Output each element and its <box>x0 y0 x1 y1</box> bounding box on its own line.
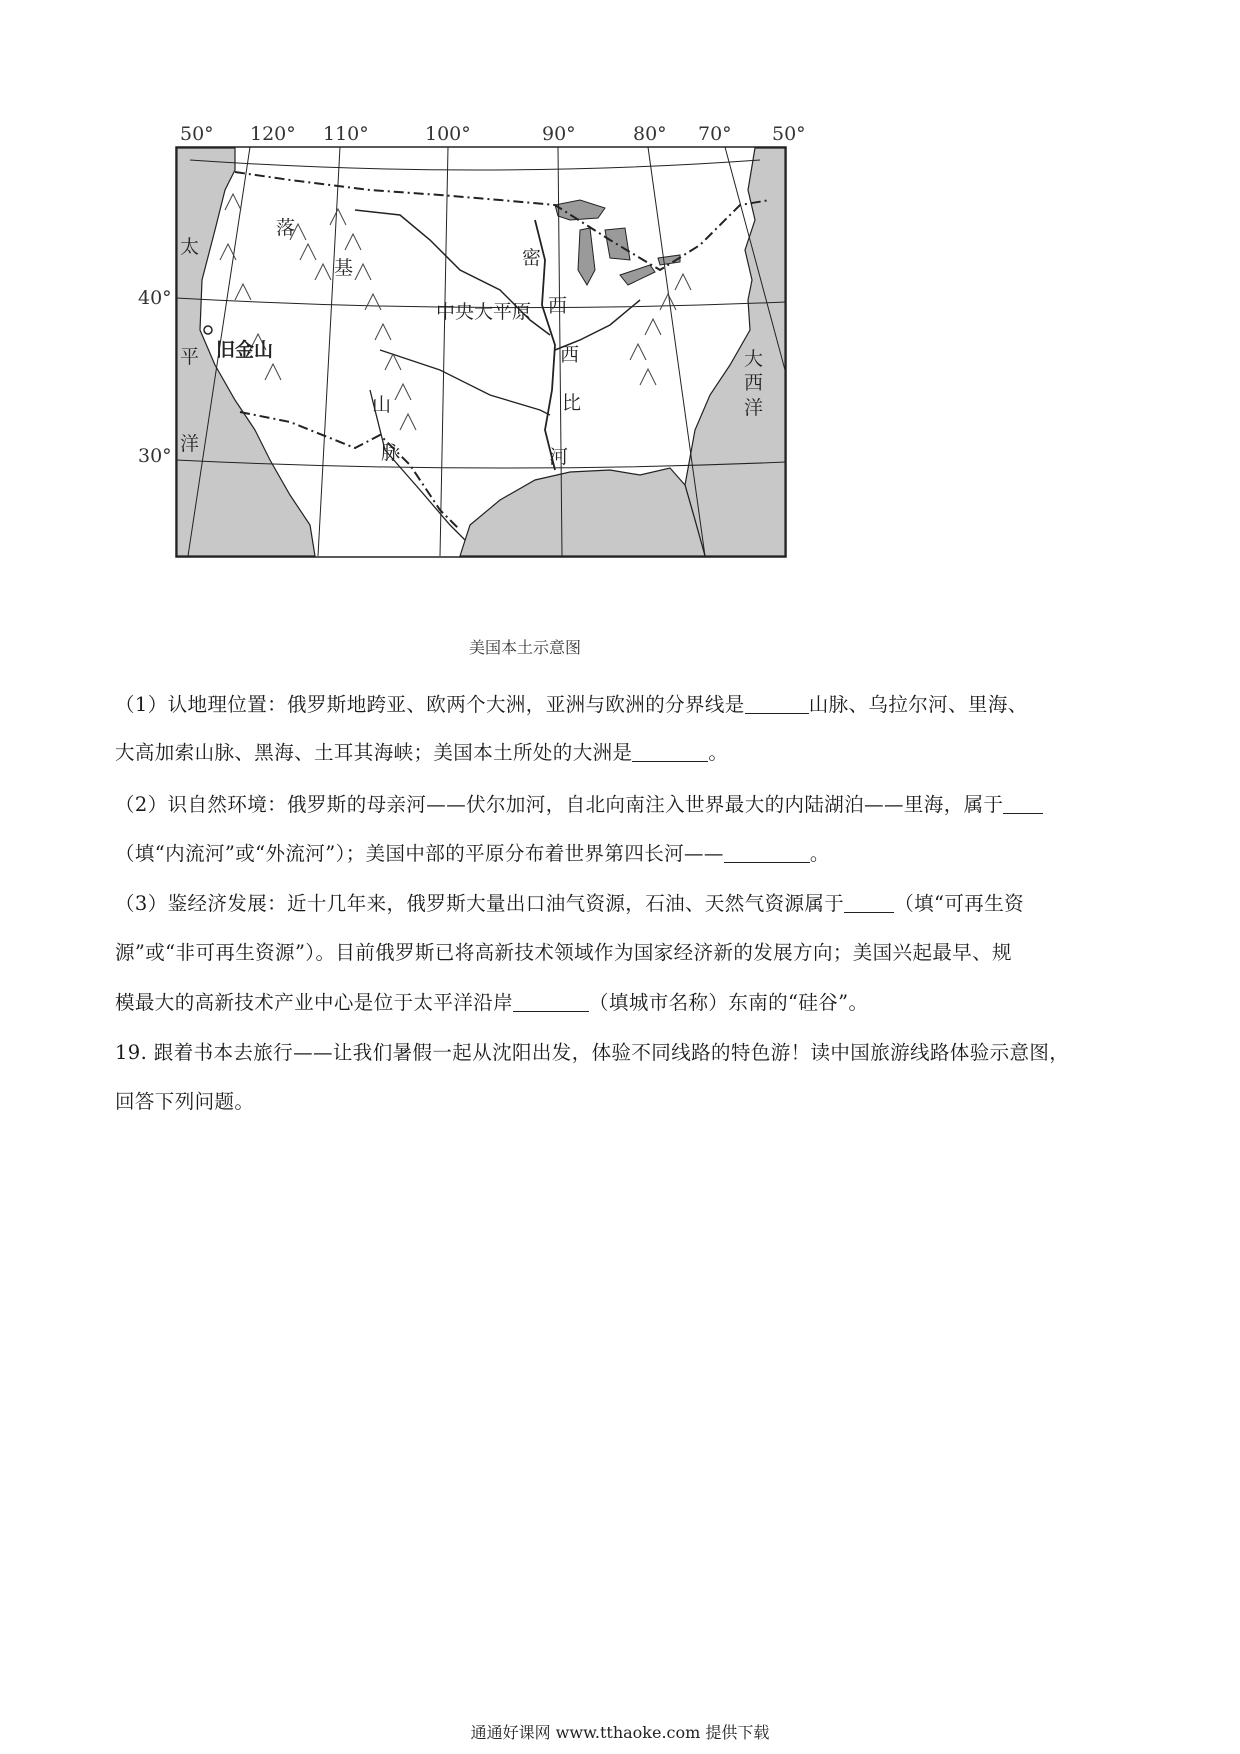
label-mississippi-mi: 密 <box>522 247 542 269</box>
label-central-plain: 中央大平原 <box>436 301 532 323</box>
label-mississippi-bi: 比 <box>562 392 582 414</box>
q2-text-b: （填“内流河”或“外流河”）；美国中部的平原分布着世界第四长河—— <box>115 842 724 865</box>
label-san-francisco: 旧金山 <box>216 339 274 361</box>
lon-label-50-east: 50° <box>772 123 806 145</box>
san-francisco-marker <box>204 326 212 334</box>
q1-line1 <box>115 680 1130 730</box>
label-pacific-ping: 平 <box>180 346 200 368</box>
lon-label-70: 70° <box>698 123 732 145</box>
q2-blank-1[interactable] <box>1003 791 1043 814</box>
q1-text-b: 山脉、乌拉尔河、里海、 <box>808 693 1028 716</box>
lat-label-40: 40° <box>138 287 172 309</box>
label-rocky-luo: 落 <box>276 217 296 239</box>
q1-text-a: （1）认地理位置：俄罗斯地跨亚、欧两个大洲，亚洲与欧洲的分界线是 <box>115 693 745 716</box>
q3-line2: 源”或“非可再生资源”）。目前俄罗斯已将高新技术领域作为国家经济新的发展方向；美国兴起最早、规 <box>115 941 1012 964</box>
lon-label-110: 110° <box>323 123 369 145</box>
label-mississippi-he: 河 <box>549 446 569 468</box>
label-mississippi-xi2: 西 <box>560 344 580 366</box>
lon-label-50-west: 50° <box>180 123 214 145</box>
q3-blank-1[interactable] <box>844 890 894 913</box>
q19-line1: 19. 跟着书本去旅行——让我们暑假一起从沈阳出发，体验不同线路的特色游！读中国旅游线路体验示意图， <box>115 1041 1070 1064</box>
us-map-figure <box>138 123 910 657</box>
q2-text-a: （2）识自然环境：俄罗斯的母亲河——伏尔加河，自北向南注入世界最大的内陆湖泊——里海，属于 <box>115 793 1004 816</box>
q3-blank-2[interactable] <box>513 989 589 1012</box>
label-atlantic-yang: 洋 <box>744 397 764 419</box>
q3-line1 <box>115 879 1130 929</box>
q3-text-c: 模最大的高新技术产业中心是位于太平洋沿岸 <box>115 991 514 1014</box>
q3-text-b: （填“可再生资 <box>894 892 1024 915</box>
q2-text-c: 。 <box>809 842 830 865</box>
page-footer: 通通好课网 www.tthaoke.com 提供下载 <box>470 1723 770 1742</box>
lon-label-90: 90° <box>542 123 576 145</box>
lon-label-100: 100° <box>425 123 471 145</box>
label-atlantic-da: 大 <box>744 348 764 370</box>
label-pacific-yang: 洋 <box>180 433 200 455</box>
label-rocky-mai: 脉 <box>381 442 401 464</box>
q2-blank-2[interactable] <box>724 840 810 863</box>
q1-text-d: 。 <box>708 741 729 764</box>
q1-line2 <box>115 728 1130 778</box>
q19-line2: 回答下列问题。 <box>115 1090 255 1113</box>
lat-label-30: 30° <box>138 445 172 467</box>
q2-line2 <box>115 829 1130 879</box>
map-caption: 美国本土示意图 <box>468 638 581 657</box>
q1-text-c: 大高加索山脉、黑海、土耳其海峡；美国本土所处的大洲是 <box>115 741 633 764</box>
lon-label-120: 120° <box>250 123 296 145</box>
lon-label-80: 80° <box>633 123 667 145</box>
label-mississippi-xi1: 西 <box>548 295 568 317</box>
q3-line3 <box>115 978 1130 1028</box>
q2-line1 <box>115 780 1130 830</box>
label-rocky-shan: 山 <box>372 394 392 416</box>
label-pacific-tai: 太 <box>180 236 200 258</box>
q1-blank-2[interactable] <box>632 739 708 762</box>
q3-text-a: （3）鉴经济发展：近十几年来，俄罗斯大量出口油气资源，石油、天然气资源属于 <box>115 892 845 915</box>
q3-text-d: （填城市名称）东南的“硅谷”。 <box>589 991 869 1014</box>
label-atlantic-xi: 西 <box>744 372 764 394</box>
q1-blank-1[interactable] <box>745 691 809 714</box>
us-map <box>140 130 910 630</box>
label-rocky-ji: 基 <box>334 257 354 279</box>
